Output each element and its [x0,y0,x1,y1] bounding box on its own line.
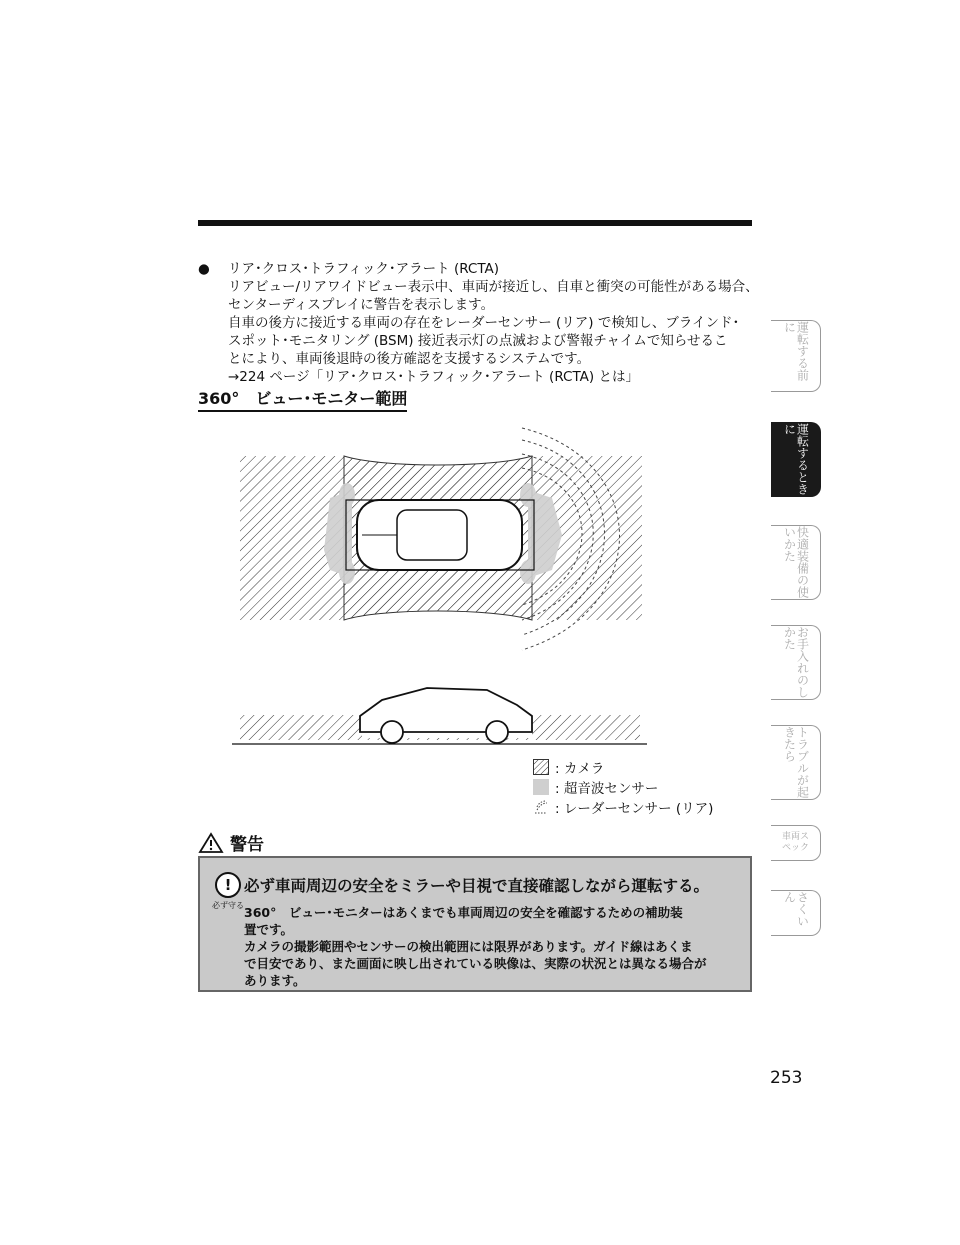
legend-radar-label: : レーダーセンサー (リア) [555,801,714,817]
legend-camera-label: : カメラ [555,761,605,777]
legend-radar [533,797,713,817]
warning-line: あります。 [244,973,306,988]
warning-heading-label: 警告 [230,835,264,855]
warning-line: で目安であり、また画面に映し出されている映像は、実際の状況とは異なる場合が [244,956,707,971]
tab-comfort-features[interactable]: 快適装備の使いかた [771,525,821,600]
bullet-line: リアビュー/リアワイドビュー表示中、車両が接近し、自車と衝突の可能性がある場合、 [228,279,759,295]
warning-heading [198,830,264,855]
tab-specifications[interactable]: 車両スペック [771,825,821,861]
warning-body [244,904,707,989]
bullet-line: スポット･モニタリング (BSM) 接近表示灯の点滅および警報チャイムで知らせるこ [228,333,728,349]
camera-swatch-icon [533,759,549,775]
bullet-line: 自車の後方に接近する車両の存在をレーダーセンサー (リア) で検知し、ブラインド･ [228,315,740,331]
tab-maintenance[interactable]: お手入れのしかた [771,625,821,700]
page-reference-link[interactable]: →224 ページ「リア･クロス･トラフィック･アラート (RCTA) とは」 [228,369,639,385]
must-follow-label: 必ず守る [212,901,244,910]
warning-triangle-icon [198,832,224,854]
warning-line: 置です。 [244,922,294,937]
must-follow-icon: ! 必ず守る [210,872,246,911]
legend-camera [533,757,713,777]
legend-ultrasonic [533,777,713,797]
bullet-marker: ● [198,261,210,277]
tab-before-driving[interactable]: 運転する前に [771,320,821,392]
car-side-view [232,688,647,744]
tab-troubleshooting[interactable]: トラブルが起きたら [771,725,821,800]
coverage-diagram [232,420,652,754]
legend [533,757,713,817]
legend-ultrasonic-label: : 超音波センサー [555,781,659,797]
page-number: 253 [770,1068,803,1088]
warning-line: カメラの撮影範囲やセンサーの検出範囲には限界があります。ガイド線はあくま [244,939,693,954]
section-title: 360° ビュー･モニター範囲 [198,386,407,412]
warning-box [198,856,752,992]
rcta-bullet [198,260,758,386]
coverage-diagram-svg [232,420,652,750]
warning-line: 360° ビュー･モニターはあくまでも車両周辺の安全を確認するための補助装 [244,905,683,920]
radar-swatch-icon [533,799,549,815]
ultrasonic-swatch-icon [533,779,549,795]
car-top-view [346,500,534,570]
bullet-line: とにより、車両後退時の後方確認を支援するシステムです。 [228,351,591,367]
bullet-line: センターディスプレイに警告を表示します。 [228,297,495,313]
header-rule [198,220,752,226]
tab-index[interactable]: さくいん [771,890,821,936]
bullet-line: リア･クロス･トラフィック･アラート (RCTA) [228,261,500,277]
tab-while-driving[interactable]: 運転するときに [771,422,821,497]
warning-title: 必ず車両周辺の安全をミラーや目視で直接確認しながら運転する。 [244,877,710,895]
